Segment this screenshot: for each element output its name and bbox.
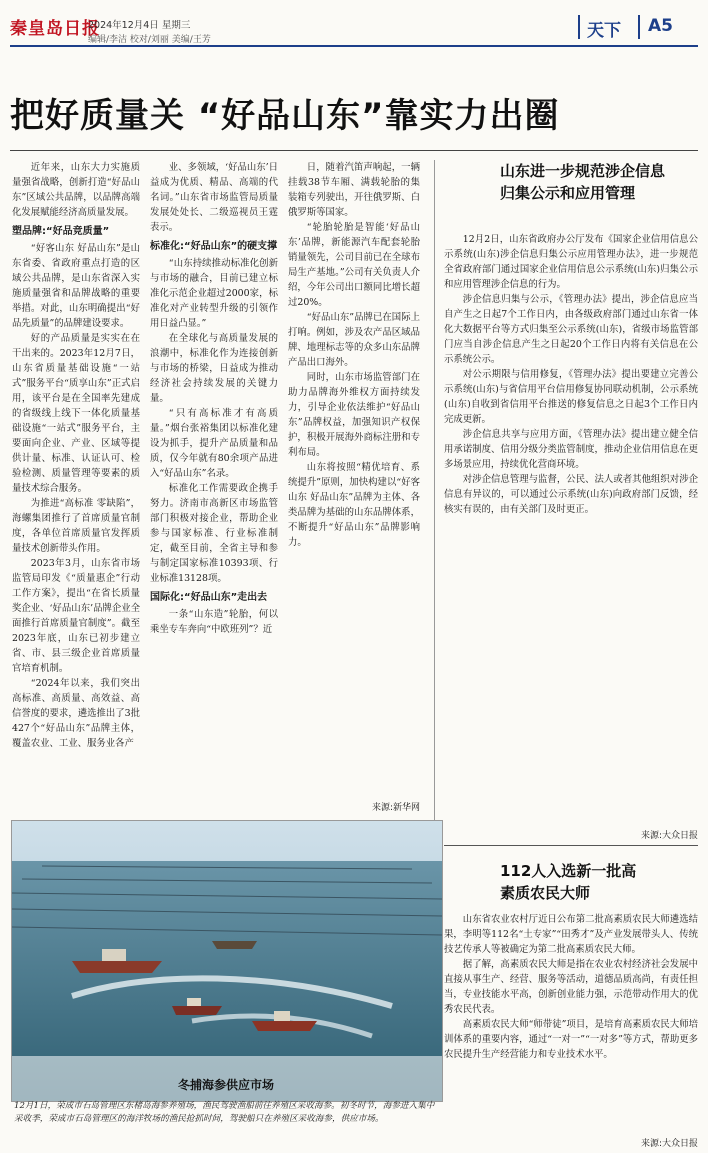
article-paragraph: “好品山东”品牌已在国际上打响。例如，涉及农产品区域品牌、地理标志等的众多山东品牌产品出口海外。 xyxy=(288,312,420,368)
article-paragraph: 对公示期限与信用修复，《管理办法》提出要建立完善公示系统(山东)与省信用平台信用修复协同联动机制，公示系统(山东)自收到省信用平台推送的修复信息之日起3个工作日内完成更新。 xyxy=(444,369,698,425)
article-column-1 xyxy=(12,160,140,815)
article-paragraph: 为推进“高标准 零缺陷”，海螺集团推行了首席质量官制度，各单位首席质量官发挥质量技术创新带头作用。 xyxy=(12,498,140,554)
article-paragraph: 标准化工作需要政企携手努力。济南市高新区市场监管部门积极对接企业，帮助企业参与国家标准、行业标准制定，截至目前，全省主导和参与制定国家标准10393项、行业标准13128项。 xyxy=(150,483,278,584)
article-source: 来源:大众日报 xyxy=(640,831,698,841)
photo-title: 冬捕海参供应市场 xyxy=(177,1078,274,1092)
article-paragraph: “2024年以来，我们突出高标准、高质量、高效益、高信誉度的要求，遴选推出了3批427个“好品山东”品牌主体，覆盖农业、工业、服务业各产 xyxy=(12,678,140,749)
article-paragraph: 山东将按照“精优培育、系统提升”原则，加快构建以“好客山东 好品山东”品牌为主体、各类品牌为基础的山东品牌体系，不断提升“好品山东”品牌影响力。 xyxy=(288,462,420,548)
photo-caption: 12月1日，荣成市石岛管理区东楮岛海参养殖场，渔民驾驶渔船前往养殖区采收海参。初冬时节，海参进入集中采收季，荣成市石岛管理区的海洋牧场的渔民抢抓时间，驾驶船只在养殖区采收海参，供应市场。 xyxy=(14,1101,435,1124)
article-paragraph: 日，随着汽笛声响起，一辆挂载38节车厢、满载轮胎的集装箱专列驶出，开往俄罗斯、白俄罗斯等国家。 xyxy=(288,162,420,218)
article-column-2 xyxy=(150,160,278,815)
article-paragraph: 对涉企信息管理与监督，公民、法人或者其他组织对涉企信息有异议的，可以通过公示系统(山东)向政府部门反馈，经核实有误的，由有关部门及时更正。 xyxy=(444,474,698,515)
article-paragraph: “山东持续推动标准化创新与市场的融合，目前已建立标准化示范企业超过2000家，标准化对产业转型升级的引领作用日益凸显。” xyxy=(150,258,278,329)
page-headline: 把好质量关 “好品山东”靠实力出圈 xyxy=(10,96,560,136)
masthead-date: 2024年12月4日 星期三 xyxy=(88,20,191,31)
masthead-separator xyxy=(578,15,580,39)
article-paragraph: 近年来，山东大力实施质量强省战略，创新打造“好品山东”区域公共品牌，以品牌高端化发展赋能经济高质量发展。 xyxy=(12,162,140,218)
side-story-body xyxy=(444,912,698,1132)
section-name: 天下 xyxy=(587,21,621,41)
side-story-info-regulation xyxy=(444,160,698,204)
article-paragraph: 2023年3月，山东省市场监管局印发《“质量惠企”行动工作方案》，提出“在省长质量奖企业、‘好品山东’品牌企业全面推行首席质量官制度”。截至2023年底，山东已初步建立省、市、县三级企业首席质量官培育机制。 xyxy=(12,558,140,674)
article-paragraph: 好的产品质量是实实在在干出来的。2023年12月7日，山东省质量基础设施“一站式”服务平台“质享山东”正式启用，该平台是在全国率先建成的省级线上线下一体化质量基础设施“一站式”服务平台，主要面向企业、产业、区域等提供计量、标准、认证认可、检验检测、质量管理等要素的质量技术综合服务。 xyxy=(12,333,140,494)
newspaper-logo: 秦皇岛日报 xyxy=(10,19,100,39)
article-paragraph: “只有高标准才有高质量。”烟台张裕集团以标准化建设为抓手，提升产品质量和品质，仅今年就有80余项产品进入“好品山东”名录。 xyxy=(150,408,278,479)
article-source: 来源:新华网 xyxy=(371,803,420,813)
article-paragraph: 山东省农业农村厅近日公布第二批高素质农民大师遴选结果，李明等112名“土专家”“田秀才”及产业发展带头人、传统技艺传承人等被确定为第二批高素质农民大师。 xyxy=(444,914,698,955)
article-column-3 xyxy=(288,160,420,800)
side-story-farmer-masters xyxy=(444,860,698,904)
article-paragraph: 同时，山东市场监管部门在助力品牌海外维权方面持续发力，引导企业依法维护“好品山东”品牌权益，加强知识产权保护，积极开展海外商标注册和专利布局。 xyxy=(288,372,420,458)
article-paragraph: “轮胎轮胎是智能‘好品山东’品牌，新能源汽车配套轮胎销量领先，公司目前已在全球布局生产基地。”公司有关负责人介绍，今年公司出口额同比增长超过20%。 xyxy=(288,222,420,308)
article-paragraph: 涉企信息共享与应用方面，《管理办法》提出建立健全信用承诺制度、信用分级分类监管制度，推动企业信用信息在更多场景应用，持续优化营商环境。 xyxy=(444,429,698,470)
section-subhead: 标准化:“好品山东”的硬支撑 xyxy=(150,241,278,252)
article-paragraph: 业、多领域，‘好品山东’日益成为优质、精品、高端的代名词。”山东省市场监管局质量发展处处长、二级巡视员王霆表示。 xyxy=(150,162,278,233)
article-paragraph: 在全球化与高质量发展的浪潮中，标准化作为连接创新与市场的桥梁，日益成为推动经济社会持续发展的关键力量。 xyxy=(150,333,278,404)
article-paragraph: 12月2日，山东省政府办公厅发布《国家企业信用信息公示系统(山东)涉企信息归集公示应用管理办法》，进一步规范全省政府部门通过国家企业信用信息公示系统(山东)归集公示和应用管理涉企信息的行为。 xyxy=(444,234,698,290)
section-subhead: 塑品牌:“好品竞质量” xyxy=(12,226,110,237)
article-paragraph: 一条“山东造”轮胎，何以乘坐专车奔向“中欧班列”？近 xyxy=(150,609,278,635)
article-paragraph: 涉企信息归集与公示，《管理办法》提出，涉企信息应当自产生之日起7个工作日内，由各级政府部门通过山东省一体化大数据平台等方式归集至公示系统(山东)，省级市场监管部门应当自涉企信息产生之日起20个工作日内将有关信息在公示系统公示。 xyxy=(444,294,698,365)
article-source: 来源:大众日报 xyxy=(640,1139,698,1149)
headline-divider xyxy=(10,150,698,151)
page-number: A5 xyxy=(648,16,673,36)
side-story-title: 112人入选新一批高素质农民大师 xyxy=(500,862,637,902)
side-story-body xyxy=(444,232,698,820)
masthead-editors: 编辑/李洁 校对/刘丽 美编/王芳 xyxy=(88,35,211,45)
section-subhead: 国际化:“好品山东”走出去 xyxy=(150,592,268,603)
side-story-title: 山东进一步规范涉企信息归集公示和应用管理 xyxy=(500,162,666,202)
article-paragraph: “好客山东 好品山东”是山东省委、省政府重点打造的区域公共品牌，是山东省深入实施质量强省和品牌战略的重要举措。对此，山东明确提出“好品先质量”的品牌建设要求。 xyxy=(12,243,140,329)
article-paragraph: 高素质农民大师“师带徒”项目，是培育高素质农民大师培训体系的重要内容，通过“一对一”“一对多”等方式，帮助更多农民提升生产经营能力和专业技术水平。 xyxy=(444,1019,698,1060)
article-paragraph: 据了解，高素质农民大师是指在农业农村经济社会发展中直接从事生产、经营、服务等活动，道德品质高尚，有责任担当，专业技能水平高，创新创业能力强，示范带动作用大的优秀农民代表。 xyxy=(444,959,698,1015)
masthead-rule xyxy=(10,45,698,47)
story-divider xyxy=(444,845,698,846)
sea-cucumber-harvest-photo xyxy=(11,820,443,1102)
masthead-separator xyxy=(638,15,640,39)
